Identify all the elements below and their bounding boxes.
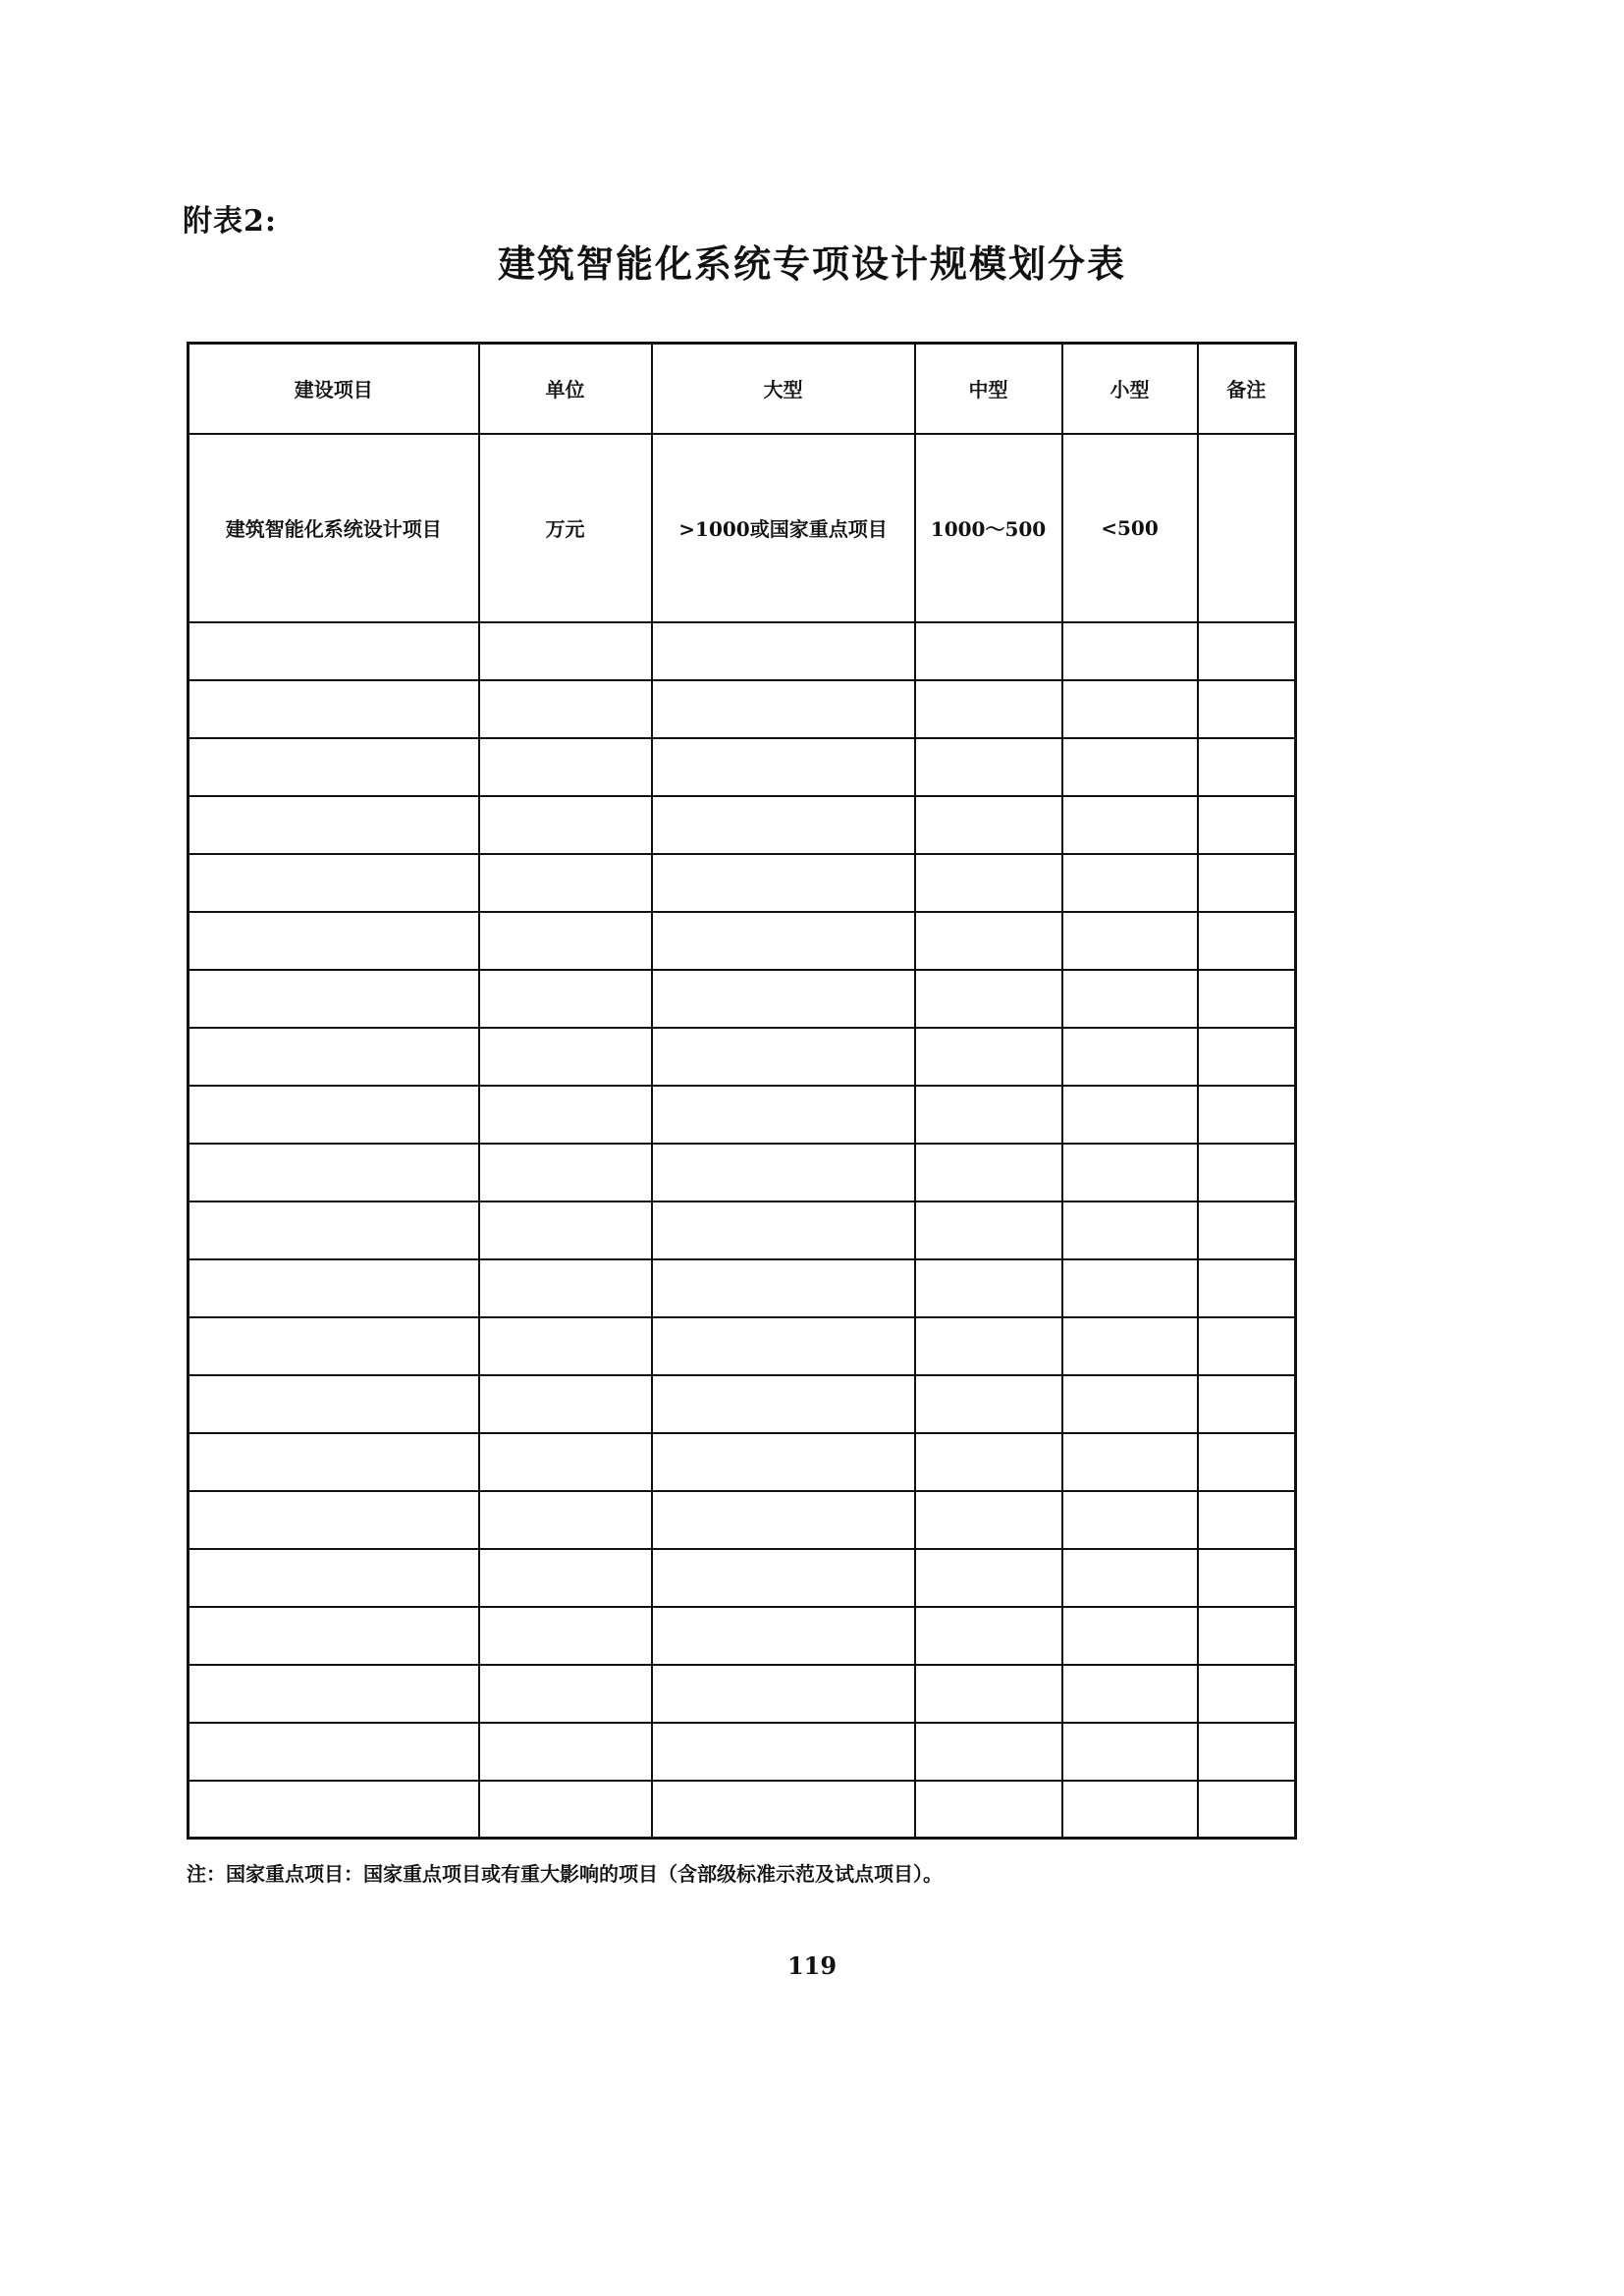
table-row — [189, 434, 1296, 622]
empty-cell — [1198, 1607, 1296, 1665]
empty-table-row — [189, 1723, 1296, 1781]
empty-cell — [479, 1491, 652, 1549]
empty-cell — [1062, 1317, 1198, 1375]
empty-cell — [1198, 1781, 1296, 1839]
empty-cell — [1198, 1086, 1296, 1144]
empty-cell — [1062, 680, 1198, 738]
empty-cell — [189, 970, 479, 1028]
empty-cell — [1198, 1665, 1296, 1723]
empty-cell — [1198, 1549, 1296, 1607]
cell-medium: 1000～500 — [915, 434, 1062, 622]
empty-cell — [479, 796, 652, 854]
empty-cell — [1198, 1723, 1296, 1781]
empty-cell — [1062, 1201, 1198, 1259]
empty-cell — [189, 1317, 479, 1375]
cell-large: >1000或国家重点项目 — [652, 434, 915, 622]
empty-cell — [189, 1549, 479, 1607]
empty-cell — [915, 1028, 1062, 1086]
empty-cell — [915, 1144, 1062, 1201]
empty-cell — [479, 1549, 652, 1607]
header-medium: 中型 — [915, 344, 1062, 434]
empty-cell — [189, 1723, 479, 1781]
empty-table-row — [189, 1665, 1296, 1723]
empty-cell — [1062, 1144, 1198, 1201]
empty-table-row — [189, 1028, 1296, 1086]
empty-cell — [479, 738, 652, 796]
empty-cell — [1062, 796, 1198, 854]
empty-cell — [189, 738, 479, 796]
cell-unit: 万元 — [479, 434, 652, 622]
empty-cell — [189, 1491, 479, 1549]
empty-cell — [915, 796, 1062, 854]
empty-cell — [479, 1723, 652, 1781]
empty-cell — [189, 1781, 479, 1839]
empty-cell — [1198, 1491, 1296, 1549]
empty-cell — [189, 1665, 479, 1723]
empty-cell — [915, 970, 1062, 1028]
document-title: 建筑智能化系统专项设计规模划分表 — [497, 242, 1126, 286]
empty-cell — [1198, 1028, 1296, 1086]
empty-table-row — [189, 1201, 1296, 1259]
empty-cell — [479, 1607, 652, 1665]
empty-cell — [915, 1086, 1062, 1144]
empty-cell — [915, 622, 1062, 680]
cell-small: <500 — [1062, 434, 1198, 622]
empty-cell — [915, 912, 1062, 970]
empty-cell — [479, 1375, 652, 1433]
empty-cell — [915, 1781, 1062, 1839]
empty-cell — [1062, 1433, 1198, 1491]
empty-cell — [189, 1086, 479, 1144]
empty-cell — [479, 1086, 652, 1144]
empty-cell — [652, 1375, 915, 1433]
empty-cell — [479, 1317, 652, 1375]
empty-cell — [189, 1028, 479, 1086]
appendix-label: 附表2: — [183, 204, 277, 239]
empty-cell — [652, 1491, 915, 1549]
empty-cell — [915, 1723, 1062, 1781]
empty-table-row — [189, 912, 1296, 970]
empty-cell — [652, 1433, 915, 1491]
empty-cell — [652, 1549, 915, 1607]
empty-cell — [652, 680, 915, 738]
header-large: 大型 — [652, 344, 915, 434]
empty-cell — [652, 1665, 915, 1723]
empty-cell — [915, 854, 1062, 912]
empty-table-row — [189, 1491, 1296, 1549]
empty-table-row — [189, 738, 1296, 796]
empty-cell — [915, 1607, 1062, 1665]
empty-cell — [1062, 1665, 1198, 1723]
cell-project-name: 建筑智能化系统设计项目 — [189, 434, 479, 622]
empty-cell — [652, 1723, 915, 1781]
empty-table-row — [189, 970, 1296, 1028]
empty-cell — [189, 1607, 479, 1665]
empty-cell — [652, 912, 915, 970]
empty-cell — [652, 1201, 915, 1259]
empty-cell — [479, 680, 652, 738]
empty-cell — [1062, 912, 1198, 970]
empty-cell — [915, 1549, 1062, 1607]
empty-cell — [479, 970, 652, 1028]
empty-table-row — [189, 622, 1296, 680]
empty-cell — [189, 912, 479, 970]
empty-table-row — [189, 1259, 1296, 1317]
empty-cell — [479, 1259, 652, 1317]
empty-cell — [915, 1433, 1062, 1491]
empty-cell — [1198, 854, 1296, 912]
empty-cell — [652, 1028, 915, 1086]
empty-cell — [479, 1028, 652, 1086]
empty-table-row — [189, 1781, 1296, 1839]
empty-cell — [915, 680, 1062, 738]
empty-table-row — [189, 1086, 1296, 1144]
empty-cell — [479, 1781, 652, 1839]
scale-classification-table — [187, 342, 1297, 1840]
empty-cell — [1198, 1433, 1296, 1491]
empty-cell — [652, 1259, 915, 1317]
cell-remarks — [1198, 434, 1296, 622]
empty-table-row — [189, 680, 1296, 738]
empty-table-row — [189, 1549, 1296, 1607]
empty-cell — [189, 622, 479, 680]
header-unit: 单位 — [479, 344, 652, 434]
empty-cell — [1062, 1549, 1198, 1607]
empty-cell — [1062, 1028, 1198, 1086]
empty-table-row — [189, 1375, 1296, 1433]
empty-cell — [1062, 1375, 1198, 1433]
empty-cell — [652, 1144, 915, 1201]
empty-cell — [652, 1086, 915, 1144]
empty-cell — [652, 622, 915, 680]
empty-table-row — [189, 854, 1296, 912]
footnote: 注：国家重点项目：国家重点项目或有重大影响的项目（含部级标准示范及试点项目）。 — [187, 1862, 943, 1886]
empty-cell — [1062, 738, 1198, 796]
empty-cell — [189, 680, 479, 738]
empty-cell — [915, 1201, 1062, 1259]
empty-cell — [1062, 1781, 1198, 1839]
empty-cell — [479, 1144, 652, 1201]
empty-cell — [1198, 622, 1296, 680]
empty-cell — [189, 1201, 479, 1259]
empty-cell — [652, 854, 915, 912]
empty-cell — [1062, 854, 1198, 912]
header-remarks: 备注 — [1198, 344, 1296, 434]
empty-cell — [915, 1317, 1062, 1375]
empty-cell — [479, 912, 652, 970]
empty-cell — [652, 970, 915, 1028]
empty-cell — [189, 1433, 479, 1491]
empty-cell — [1062, 1259, 1198, 1317]
empty-cell — [189, 1144, 479, 1201]
empty-cell — [915, 1259, 1062, 1317]
header-small: 小型 — [1062, 344, 1198, 434]
empty-cell — [1198, 1201, 1296, 1259]
empty-cell — [1062, 1723, 1198, 1781]
empty-cell — [1198, 1259, 1296, 1317]
empty-cell — [915, 1665, 1062, 1723]
empty-cell — [1198, 680, 1296, 738]
empty-cell — [915, 1375, 1062, 1433]
empty-cell — [652, 738, 915, 796]
header-construction-project: 建设项目 — [189, 344, 479, 434]
empty-cell — [652, 796, 915, 854]
empty-cell — [189, 796, 479, 854]
empty-cell — [652, 1781, 915, 1839]
empty-cell — [189, 1259, 479, 1317]
empty-table-row — [189, 1144, 1296, 1201]
empty-table-row — [189, 796, 1296, 854]
empty-cell — [1198, 1144, 1296, 1201]
empty-cell — [479, 1201, 652, 1259]
empty-cell — [189, 1375, 479, 1433]
empty-cell — [1198, 738, 1296, 796]
empty-cell — [1198, 1375, 1296, 1433]
empty-cell — [1198, 970, 1296, 1028]
empty-cell — [1198, 796, 1296, 854]
empty-cell — [1062, 1086, 1198, 1144]
empty-cell — [479, 854, 652, 912]
empty-cell — [1198, 1317, 1296, 1375]
empty-cell — [189, 854, 479, 912]
page-number: 119 — [786, 1951, 838, 1980]
empty-cell — [1062, 622, 1198, 680]
empty-cell — [1198, 912, 1296, 970]
empty-cell — [652, 1607, 915, 1665]
empty-cell — [652, 1317, 915, 1375]
empty-table-row — [189, 1433, 1296, 1491]
empty-cell — [479, 1665, 652, 1723]
empty-cell — [1062, 1607, 1198, 1665]
empty-table-row — [189, 1607, 1296, 1665]
empty-cell — [479, 1433, 652, 1491]
empty-cell — [1062, 970, 1198, 1028]
empty-cell — [915, 1491, 1062, 1549]
table-header-row — [189, 344, 1296, 434]
empty-cell — [479, 622, 652, 680]
empty-cell — [1062, 1491, 1198, 1549]
empty-table-row — [189, 1317, 1296, 1375]
empty-cell — [915, 738, 1062, 796]
